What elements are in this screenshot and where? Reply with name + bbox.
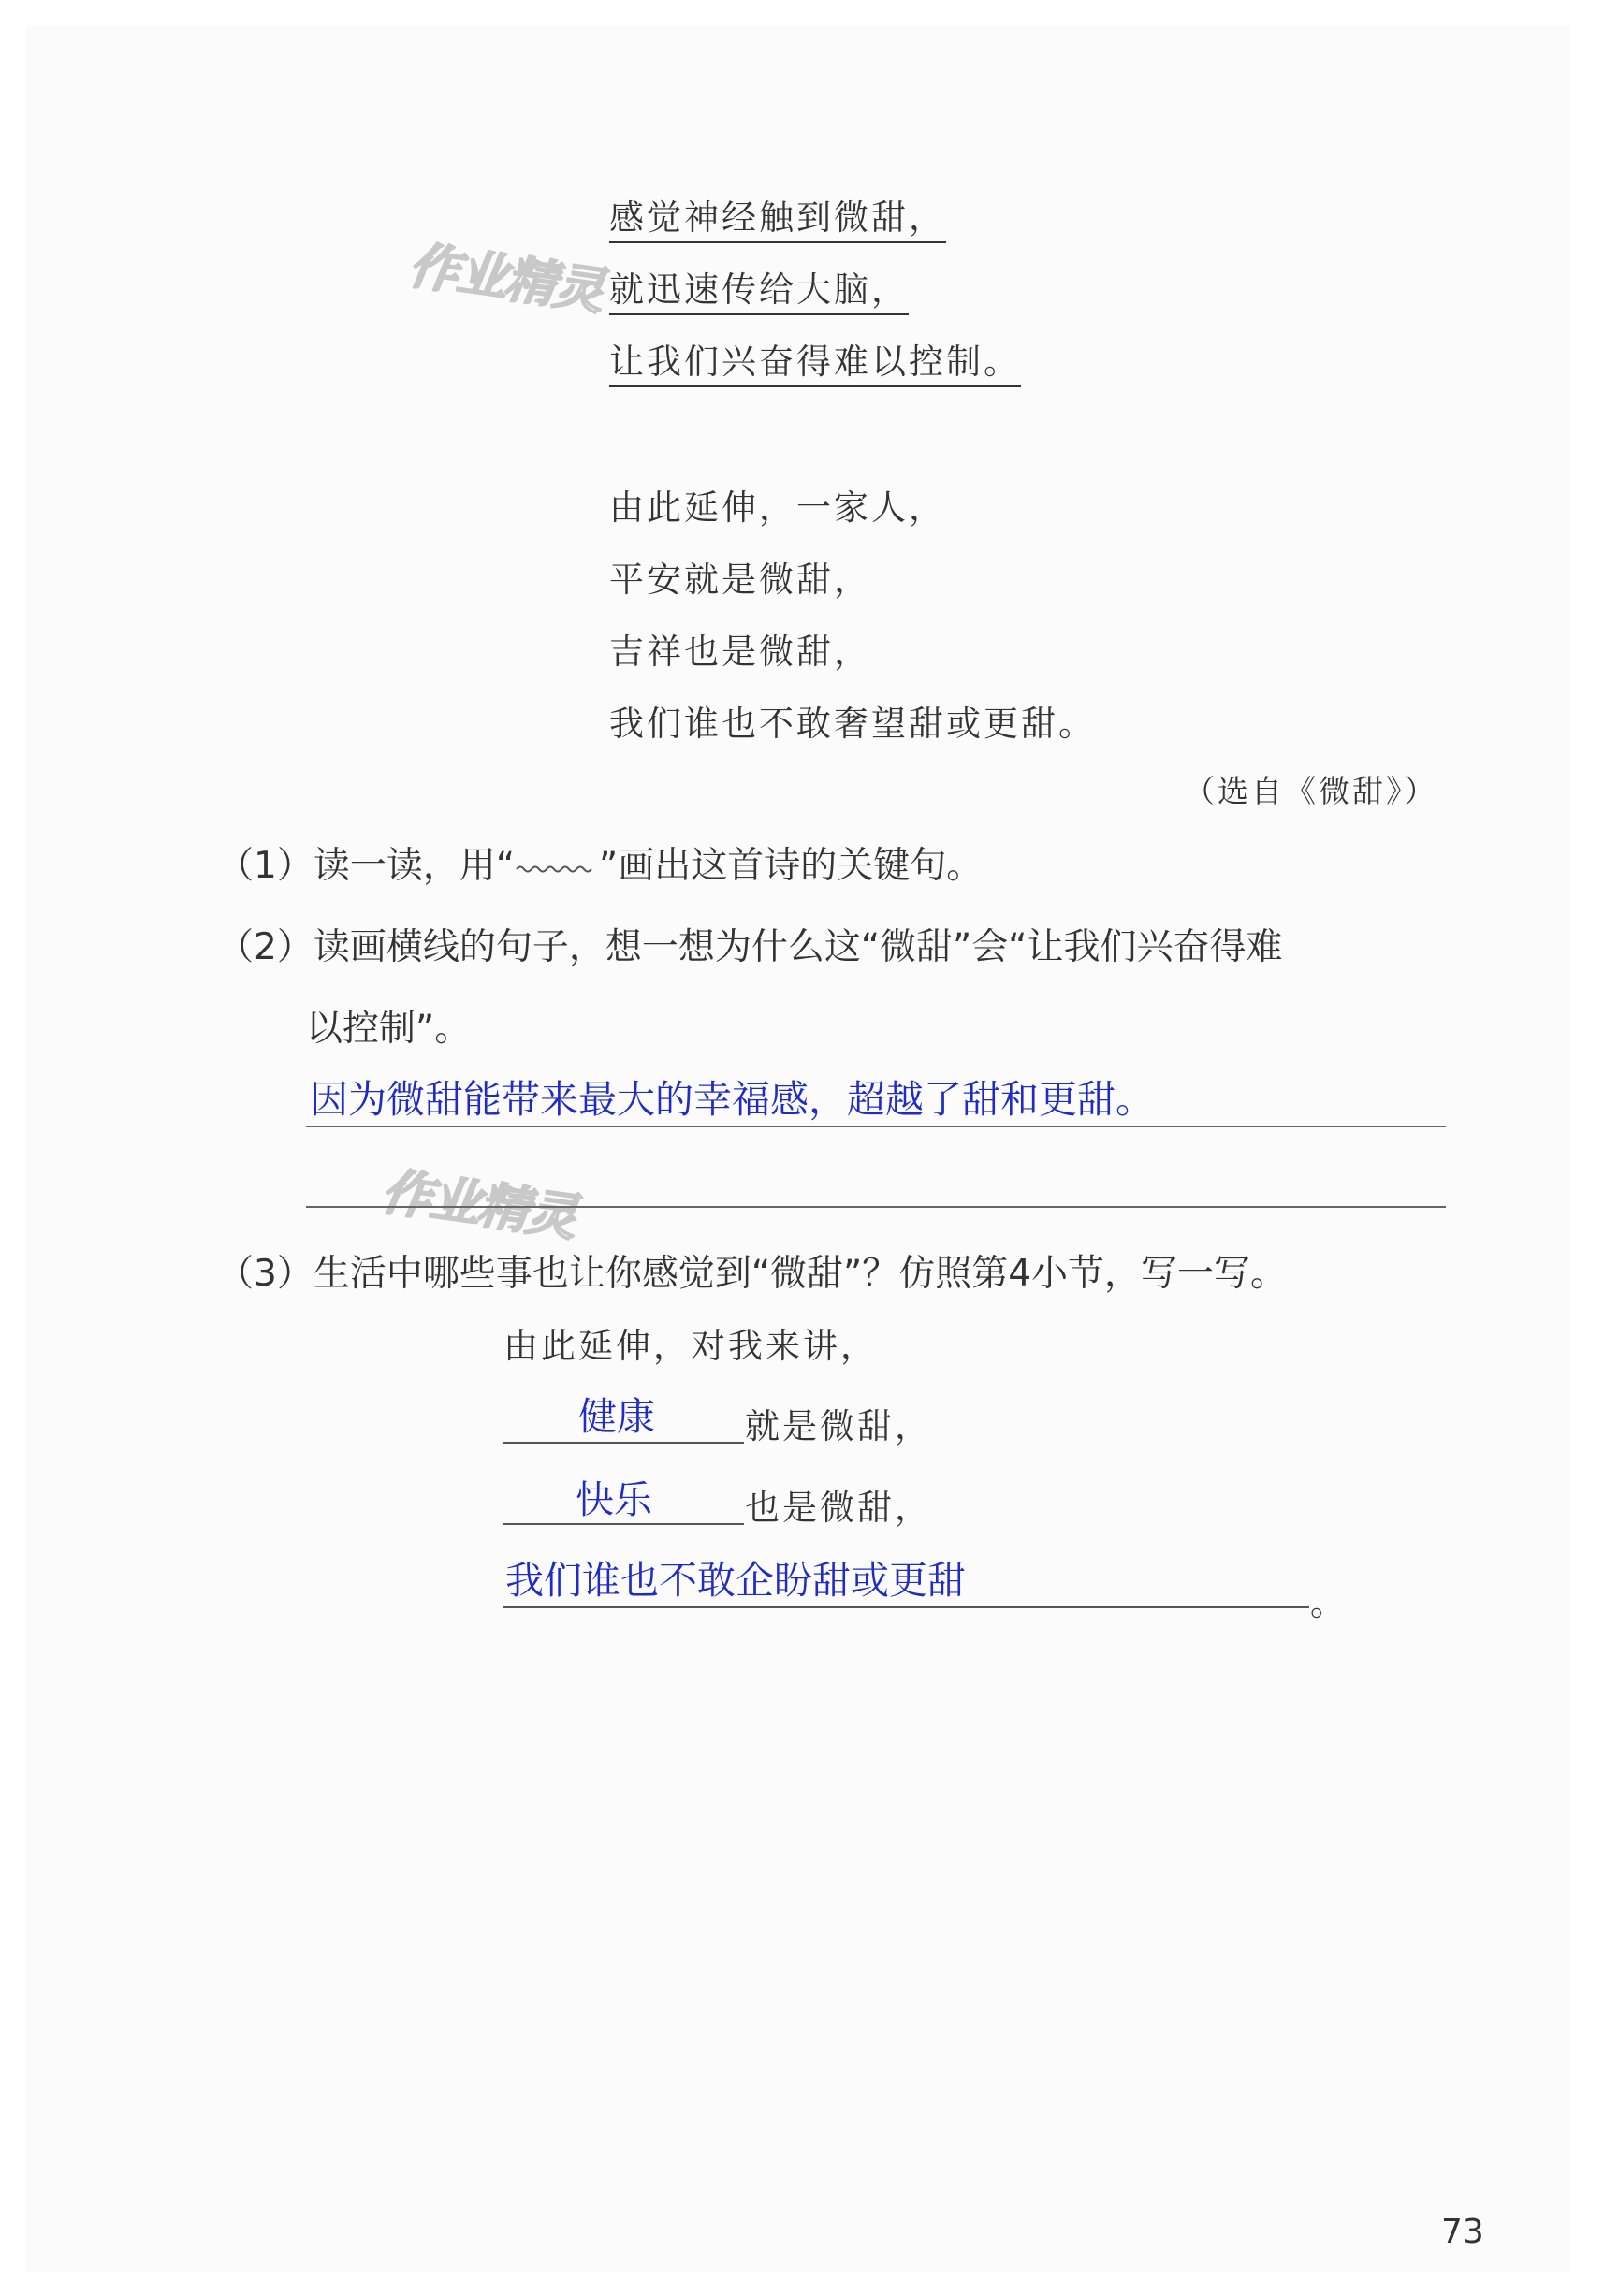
fill-blank-line	[503, 1606, 1309, 1608]
poem-line: 由此延伸，一家人，	[609, 487, 946, 528]
blank-answer: 快乐	[576, 1477, 652, 1522]
question-text: 读一读，用“	[313, 845, 516, 887]
question-text: 生活中哪些事也让你感觉到“微甜”？仿照第4小节，写一写。	[313, 1253, 1288, 1295]
answer-text: 因为微甜能带来最大的幸福感，超越了甜和更甜。	[310, 1077, 1154, 1122]
question-text: 读画横线的句子，想一想为什么这“微甜”会“让我们兴奋得难	[313, 926, 1283, 968]
question-1	[217, 836, 983, 889]
underlined-sentence: 就迅速传给大脑，	[609, 269, 909, 315]
fill-end-mark: 。	[1310, 1583, 1348, 1623]
poem-line: 我们谁也不敢奢望甜或更甜。	[609, 704, 1096, 744]
blank-answer: 我们谁也不敢企盼甜或更甜	[505, 1558, 966, 1603]
question-2-continued: 以控制”。	[306, 1008, 472, 1050]
poem-source: （选自《微甜》）	[1184, 773, 1438, 809]
poem-line	[609, 333, 1021, 384]
poem-line: 平安就是微甜，	[609, 559, 871, 600]
fill-intro: 由此延伸，对我来讲，	[503, 1326, 878, 1366]
question-text: ”画出这首诗的关键句。	[599, 845, 984, 887]
answer-line	[306, 1206, 1446, 1208]
question-number: （1）	[217, 845, 314, 887]
fill-blank-line	[503, 1442, 744, 1444]
question-number: （3）	[217, 1253, 314, 1295]
question-3	[217, 1244, 1287, 1297]
underlined-sentence: 让我们兴奋得难以控制。	[609, 341, 1021, 387]
answer-line	[306, 1126, 1446, 1127]
question-2	[217, 918, 1282, 970]
wavy-underline-icon	[515, 862, 599, 875]
watermark-top: 作业精灵	[405, 235, 606, 322]
blank-answer: 健康	[578, 1394, 655, 1439]
poem-line	[609, 189, 946, 240]
watermark-middle: 作业精灵	[378, 1161, 579, 1248]
underlined-sentence: 感觉神经触到微甜，	[609, 197, 946, 243]
fill-blank-line	[503, 1523, 744, 1525]
poem-line: 吉祥也是微甜，	[609, 632, 871, 672]
question-number: （2）	[217, 926, 314, 968]
page-number: 73	[1441, 2213, 1484, 2251]
fill-suffix: 也是微甜，	[745, 1488, 932, 1528]
poem-line	[609, 261, 909, 312]
fill-suffix: 就是微甜，	[745, 1406, 932, 1446]
